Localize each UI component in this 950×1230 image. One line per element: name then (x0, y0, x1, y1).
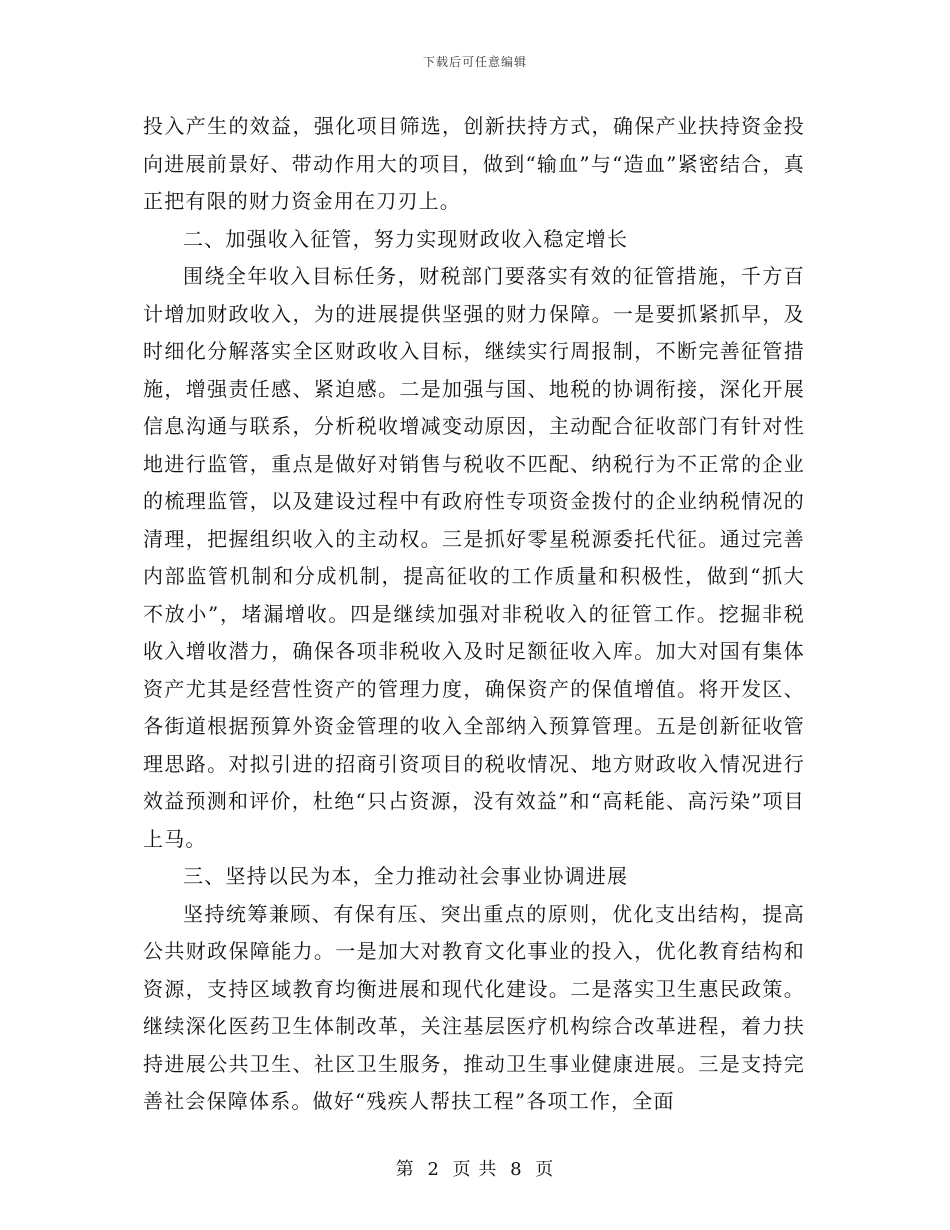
header-note: 下载后可任意编辑 (422, 55, 527, 69)
paragraph-continued: 投入产生的效益，强化项目筛选，创新扶持方式，确保产业扶持资金投向进展前景好、带动作用大的项目，做到“输血”与“造血”紧密结合，真正把有限的财力资金用在刀刃上。 (143, 114, 805, 213)
page-footer (0, 1155, 950, 1181)
document-body (143, 108, 805, 1121)
section-heading-2: 二、加强收入征管，努力实现财政收入稳定增长 (183, 226, 629, 251)
paragraph-revenue: 围绕全年收入目标任务，财税部门要落实有效的征管措施，千方百计增加财政收入，为的进展提供坚强的财力保障。一是要抓紧抓早，及时细化分解落实全区财政收入目标，继续实行周报制，不断完善征管措施，增强责任感、紧迫感。二是加强与国、地税的协调衔接，深化开展信息沟通与联系，分析税收增减变动原因，主动配合征收部门有针对性地进行监管，重点是做好对销售与税收不匹配、纳税行为不正常的企业的梳理监管，以及建设过程中有政府性专项资金拨付的企业纳税情况的清理，把握组织收入的主动权。三是抓好零星税源委托代征。通过完善内部监管机制和分成机制，提高征收的工作质量和积极性，做到“抓大不放小”，堵漏增收。四是继续加强对非税收入的征管工作。挖掘非税收入增收潜力，确保各项非税收入及时足额征收入库。加大对国有集体资产尤其是经营性资产的管理力度，确保资产的保值增值。将开发区、各街道根据预算外资金管理的收入全部纳入预算管理。五是创新征收管理思路。对拟引进的招商引资项目的税收情况、地方财政收入情况进行效益预测和评价，杜绝“只占资源，没有效益”和“高耗能、高污染”项目上马。 (143, 264, 805, 851)
paragraph-social: 坚持统筹兼顾、有保有压、突出重点的原则，优化支出结构，提高公共财政保障能力。一是加大对教育文化事业的投入，优化教育结构和资源，支持区域教育均衡进展和现代化建设。二是落实卫生惠民政策。继续深化医药卫生体制改革，关注基层医疗机构综合改革进程，着力扶持进展公共卫生、社区卫生服务，推动卫生事业健康进展。三是支持完善社会保障体系。做好“残疾人帮扶工程”各项工作，全面 (143, 901, 805, 1113)
footer-suffix: 页 (535, 1159, 555, 1180)
footer-middle: 页 共 (452, 1159, 498, 1180)
footer-page-number: 2 (427, 1159, 440, 1180)
footer-total-pages: 8 (510, 1159, 523, 1180)
section-heading-3: 三、坚持以民为本，全力推动社会事业协调进展 (183, 864, 629, 888)
footer-prefix: 第 (395, 1159, 415, 1180)
